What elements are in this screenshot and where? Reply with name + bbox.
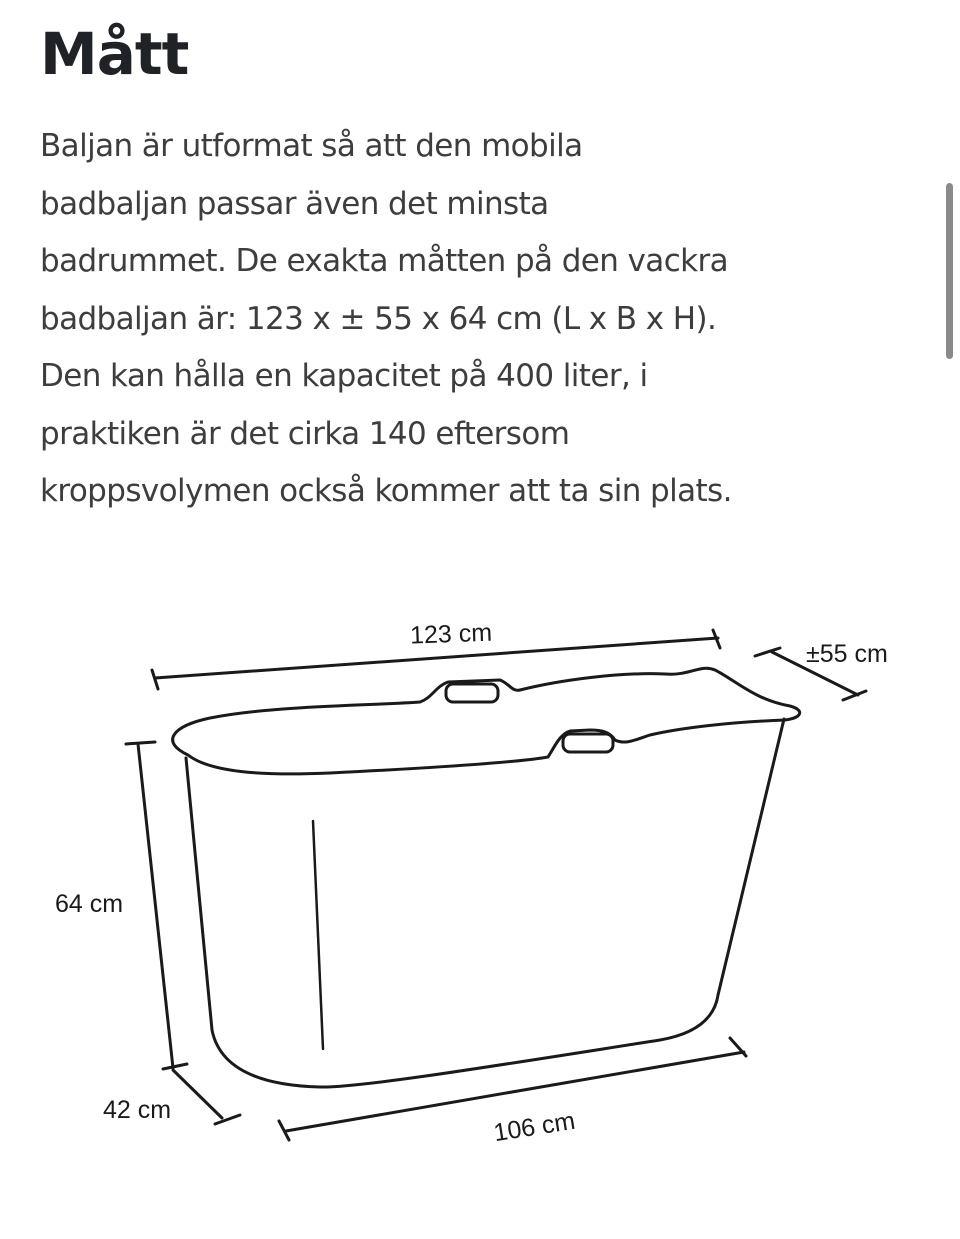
label-base-depth: 42 cm bbox=[103, 1096, 172, 1124]
description-line: praktiken är det cirka 140 eftersom bbox=[40, 415, 570, 452]
description-line: badbaljan passar även det minsta bbox=[40, 185, 549, 222]
tub-handle-front bbox=[563, 734, 613, 752]
description-line: kroppsvolymen också kommer att ta sin plats. bbox=[40, 473, 732, 509]
tub-handle-back bbox=[446, 684, 498, 702]
dimension-line-height bbox=[126, 742, 187, 1069]
description-line: badbaljan är: 123 x ± 55 x 64 cm (L x B x H). bbox=[40, 300, 717, 337]
tub-front-seam bbox=[313, 821, 323, 1049]
dimension-line-base-depth bbox=[173, 1070, 240, 1124]
description-line: Baljan är utformat så att den mobila bbox=[40, 128, 583, 164]
bathtub-dimension-diagram bbox=[0, 560, 960, 1180]
label-width: ±55 cm bbox=[806, 640, 888, 668]
label-length-top: 123 cm bbox=[409, 618, 493, 650]
page-title: Mått bbox=[40, 20, 189, 88]
description-line: Den kan hålla en kapacitet på 400 liter, i bbox=[40, 358, 648, 394]
label-height: 64 cm bbox=[55, 890, 124, 918]
description-paragraph bbox=[40, 118, 940, 521]
scrollbar-thumb[interactable] bbox=[946, 183, 953, 359]
description-line: badrummet. De exakta måtten på den vackra bbox=[40, 243, 729, 279]
label-base-length: 106 cm bbox=[491, 1106, 578, 1148]
